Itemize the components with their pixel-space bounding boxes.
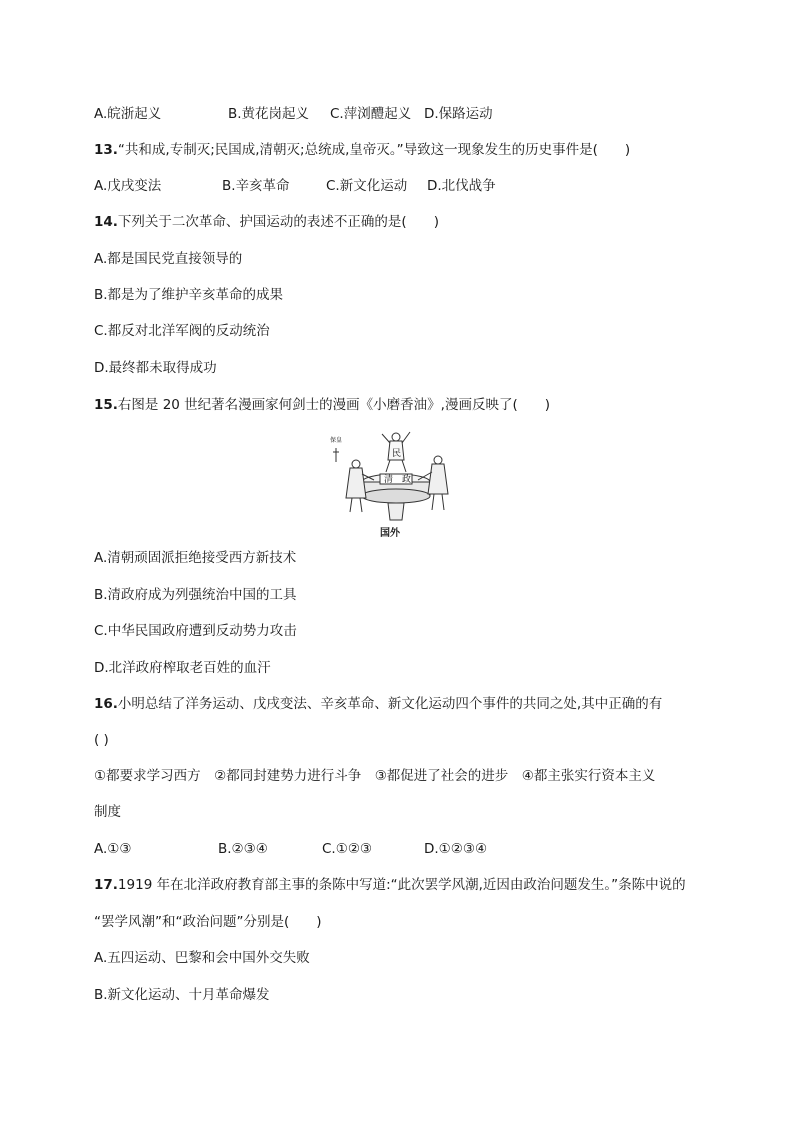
q17-stem-cont: “罢学风潮”和“政治问题”分别是( ) [94, 914, 322, 930]
q13-option-c: C.新文化运动 [326, 178, 408, 194]
q12-option-a: A.皖浙起义 [94, 106, 162, 122]
figure-label-qing: 清 [384, 475, 394, 485]
q15-option-d: D.北洋政府榨取老百姓的血汗 [94, 660, 271, 676]
q12-option-d: D.保路运动 [424, 106, 493, 122]
q14-stem-text: 下列关于二次革命、护国运动的表述不正确的是( ) [117, 214, 439, 230]
q15-option-a: A.清朝顽固派拒绝接受西方新技术 [94, 550, 297, 566]
q16-option-d: D.①②③④ [424, 841, 488, 857]
q14-number: 14. [94, 214, 118, 230]
q15-number: 15. [94, 397, 118, 413]
q13-option-b: B.辛亥革命 [222, 178, 290, 194]
q16-option-b: B.②③④ [218, 841, 268, 857]
q13-options-row [94, 177, 496, 195]
q16-options-row [94, 840, 487, 858]
q16-option-a: A.①③ [94, 841, 132, 857]
q14-option-a: A.都是国民党直接领导的 [94, 251, 243, 267]
q17-option-a: A.五四运动、巴黎和会中国外交失败 [94, 950, 310, 966]
q16-number: 16. [94, 696, 118, 712]
figure-label-side: 保皇 [330, 437, 343, 444]
q15-stem [94, 396, 550, 414]
q13-option-d: D.北伐战争 [427, 178, 496, 194]
q15-option-c: C.中华民国政府遭到反动势力攻击 [94, 623, 297, 639]
q13-number: 13. [94, 142, 118, 158]
q15-figure-caption: 国外 [380, 528, 400, 539]
q15-cartoon-figure [330, 428, 464, 538]
q17-option-b: B.新文化运动、十月革命爆发 [94, 987, 270, 1003]
q13-stem-text: “共和成,专制灭;民国成,清朝灭;总统成,皇帝灭。”导致这一现象发生的历史事件是( ) [117, 142, 631, 158]
q17-stem [94, 876, 686, 894]
q12-option-c: C.萍浏醴起义 [330, 106, 412, 122]
q13-option-a: A.戊戌变法 [94, 178, 162, 194]
q14-option-c: C.都反对北洋军阀的反动统治 [94, 323, 270, 339]
q14-option-d: D.最终都未取得成功 [94, 360, 217, 376]
q16-stem-paren: ( ) [94, 732, 109, 748]
cartoon-sesame-oil-mill-illustration [330, 428, 464, 524]
figure-label-min: 民 [392, 449, 402, 459]
q15-option-b: B.清政府成为列强统治中国的工具 [94, 587, 297, 603]
q13-stem [94, 141, 630, 159]
q16-statements-cont: 制度 [94, 804, 121, 820]
q12-options-row [94, 105, 493, 123]
q16-stem-text: 小明总结了洋务运动、戊戌变法、辛亥革命、新文化运动四个事件的共同之处,其中正确的有 [117, 696, 663, 712]
q17-number: 17. [94, 877, 118, 893]
q15-stem-text: 右图是 20 世纪著名漫画家何剑士的漫画《小磨香油》,漫画反映了( ) [117, 397, 551, 413]
q12-option-b: B.黄花岗起义 [228, 106, 310, 122]
figure-label-zheng: 政 [402, 475, 412, 485]
q16-statements: ①都要求学习西方 ②都同封建势力进行斗争 ③都促进了社会的进步 ④都主张实行资本主义 [94, 768, 656, 784]
q17-stem-text: 1919 年在北洋政府教育部主事的条陈中写道:“此次罢学风潮,近因由政治问题发生。”条陈中说的 [117, 877, 686, 893]
q16-stem [94, 695, 662, 713]
q16-option-c: C.①②③ [322, 841, 373, 857]
q14-stem [94, 213, 439, 231]
q14-option-b: B.都是为了维护辛亥革命的成果 [94, 287, 284, 303]
